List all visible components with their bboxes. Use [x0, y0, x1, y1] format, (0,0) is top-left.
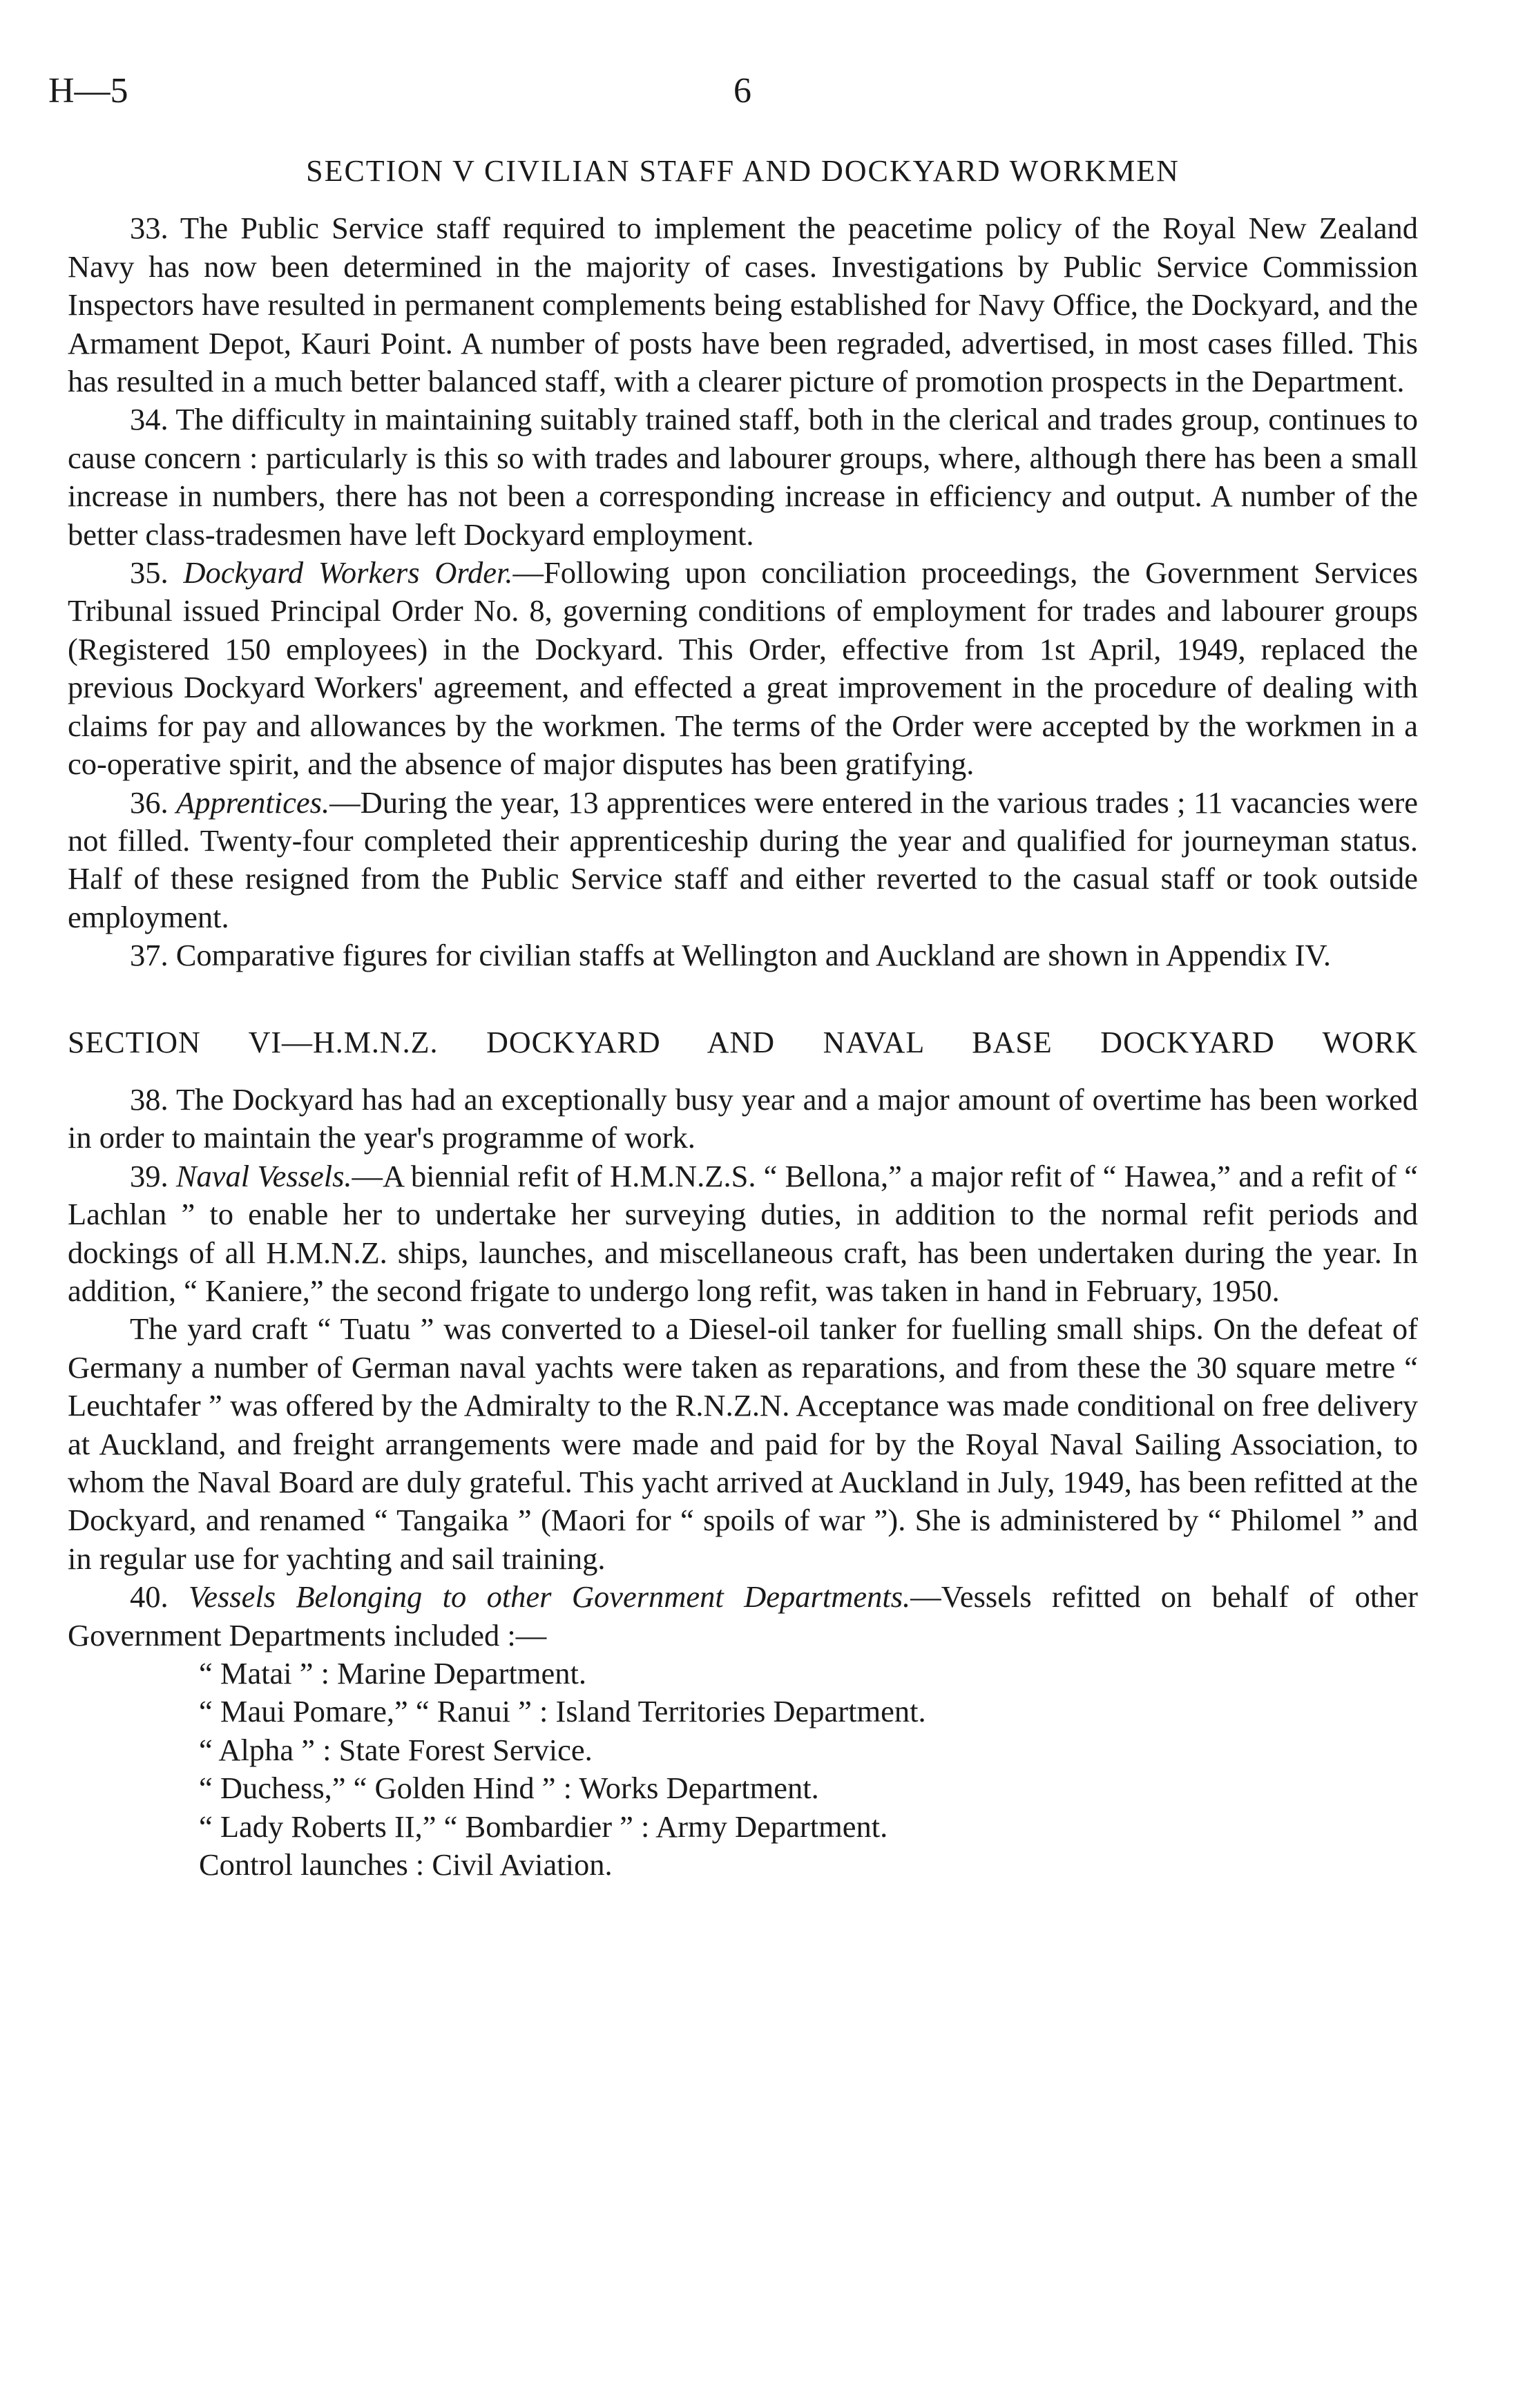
- list-item: “ Alpha ” : State Forest Service.: [199, 1732, 593, 1767]
- section-6-heading: SECTION VI—H.M.N.Z. DOCKYARD AND NAVAL BASE DOCKYARD WORK: [68, 1025, 1418, 1059]
- paragraph-37: [68, 936, 1418, 974]
- paragraph-number: 34.: [130, 402, 169, 437]
- section-5-heading: SECTION V CIVILIAN STAFF AND DOCKYARD WORKMEN: [306, 154, 1180, 188]
- paragraph-38: [68, 1081, 1418, 1157]
- paragraph-number: 36.: [130, 784, 169, 820]
- list-item: “ Lady Roberts II,” “ Bombardier ” : Army Department.: [199, 1809, 888, 1844]
- paragraph-text: The difficulty in maintaining suitably trained staff, both in the clerical and trades group, continues to cause concern : particularly is this so with trades and labourer groups, where, although there has been a small increase in numbers, there has not been a corresponding increase in efficiency and output. A number of the better class-tradesmen have left Dockyard employment.: [68, 402, 1418, 552]
- running-head: [48, 70, 1437, 119]
- paragraph-36: [68, 784, 1418, 937]
- paragraph-39-continued: [68, 1310, 1418, 1578]
- list-item: “ Maui Pomare,” “ Ranui ” : Island Territories Department.: [199, 1694, 926, 1729]
- paragraph-subhead: Apprentices.: [176, 784, 330, 820]
- paragraph-subhead: Dockyard Workers Order.: [183, 555, 513, 590]
- list-item: “ Duchess,” “ Golden Hind ” : Works Department.: [199, 1771, 819, 1806]
- list-item: “ Matai ” : Marine Department.: [199, 1656, 586, 1691]
- paragraph-number: 40.: [130, 1579, 169, 1615]
- paragraph-39: [68, 1157, 1418, 1311]
- paragraph-number: 39.: [130, 1158, 169, 1193]
- paragraph-subhead: Vessels Belonging to other Government Departments.: [188, 1579, 911, 1615]
- paragraph-33: [68, 209, 1418, 401]
- page-number: 6: [733, 71, 751, 110]
- paragraph-number: 33.: [130, 211, 169, 246]
- list-item: Control launches : Civil Aviation.: [199, 1847, 613, 1882]
- paragraph-text: The Public Service staff required to implement the peacetime policy of the Royal New Zealand Navy has now been determined in the majority of cases. Investigations by Public Service Commission Inspectors have resulted in permanent complements being established for Navy Office, the Dockyard, and the Armament Depot, Kauri Point. A number of posts have been regraded, advertised, in most cases filled. This has resulted in a much better balanced staff, with a clearer picture of promotion prospects in the Department.: [68, 211, 1418, 399]
- paragraph-subhead: Naval Vessels.: [175, 1158, 352, 1193]
- paragraph-35: [68, 554, 1418, 783]
- paragraph-34: [68, 401, 1418, 554]
- vessel-list: [68, 1655, 1418, 1884]
- paragraph-number: 37.: [130, 938, 169, 973]
- paragraph-text: —During the year, 13 apprentices were entered in the various trades ; 11 vacancies were not filled. Twenty-four completed their apprenticeship during the year and qualified for journeyman status. Half of these resigned from the Public Service staff and either reverted to the casual staff or took outside employment.: [68, 784, 1419, 934]
- paragraph-text: The yard craft “ Tuatu ” was converted to a Diesel-oil tanker for fuelling small ships. On the defeat of Germany a number of German naval yachts were taken as reparations, and from these the 30 square metre “ Leuchtafer ” was offered by the Admiralty to the R.N.Z.N. Acceptance was made conditional on free delivery at Auckland, and freight arrangements were made and paid for by the Royal Naval Sailing Association, to whom the Naval Board are duly grateful. This yacht arrived at Auckland in July, 1949, has been refitted at the Dockyard, and renamed “ Tangaika ” (Maori for “ spoils of war ”). She is administered by “ Philomel ” and in regular use for yachting and sail training.: [68, 1311, 1418, 1576]
- paragraph-40: [68, 1578, 1418, 1655]
- document-body: [68, 152, 1418, 1884]
- paragraph-number: 38.: [130, 1081, 169, 1117]
- paragraph-text: The Dockyard has had an exceptionally busy year and a major amount of overtime has been worked in order to maintain the year's programme of work.: [68, 1081, 1418, 1155]
- page-code: H—5: [48, 71, 128, 110]
- paragraph-text: Comparative figures for civilian staffs at Wellington and Auckland are shown in Appendix IV.: [175, 938, 1331, 973]
- paragraph-number: 35.: [130, 555, 169, 590]
- paragraph-text: —Following upon conciliation proceedings, the Government Services Tribunal issued Principal Order No. 8, governing conditions of employment for trades and labourer groups (Registered 150 employees) in the Dockyard. This Order, effective from 1st April, 1949, replaced the previous Dockyard Workers' agreement, and effected a great improvement in the procedure of dealing with claims for pay and allowances by the workmen. The terms of the Order were accepted by the workmen in a co-operative spirit, and the absence of major disputes has been gratifying.: [68, 555, 1418, 782]
- paragraph-text: —A biennial refit of H.M.N.Z.S. “ Bellona,” a major refit of “ Hawea,” and a refit of “ Lachlan ” to enable her to undertake her surveying duties, in addition to the normal refit periods and dockings of all H.M.N.Z. ships, launches, and miscellaneous craft, has been undertaken during the year. In addition, “ Kaniere,” the second frigate to undergo long refit, was taken in hand in February, 1950.: [68, 1158, 1418, 1308]
- paragraph-text: —Vessels refitted on behalf of other Government Departments included :—: [68, 1579, 1419, 1653]
